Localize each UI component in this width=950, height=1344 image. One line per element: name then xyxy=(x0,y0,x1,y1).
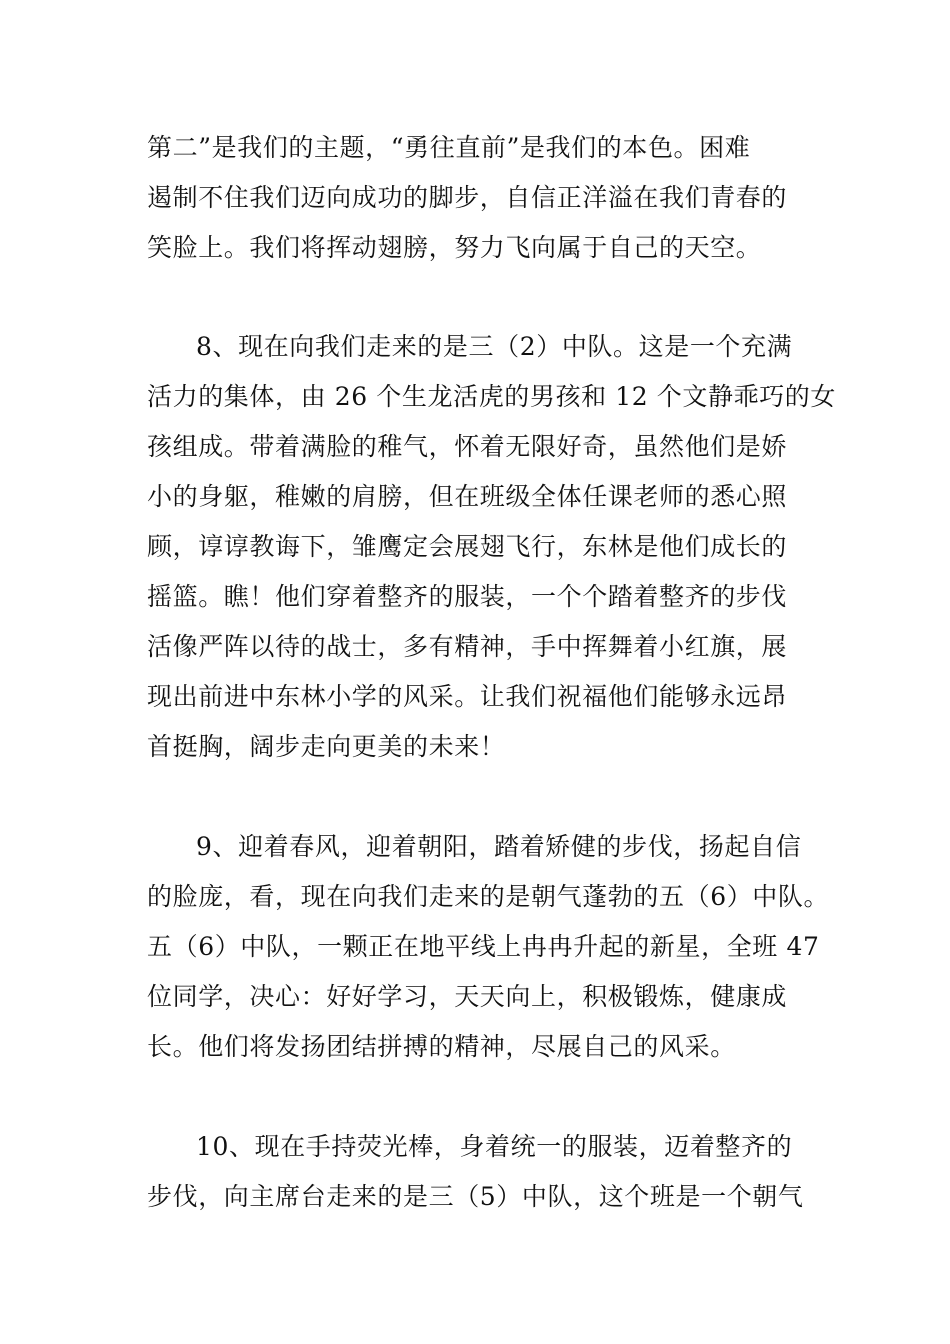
paragraph-9-line-3: 五（6）中队，一颗正在地平线上冉冉升起的新星，全班 47 xyxy=(147,932,820,961)
paragraph-7-line-1: 第二”是我们的主题，“勇往直前”是我们的本色。困难 xyxy=(147,133,751,162)
paragraph-8-line-9: 首挺胸，阔步走向更美的未来！ xyxy=(147,732,506,761)
paragraph-8-line-5: 顾，谆谆教诲下，雏鹰定会展翅飞行，东林是他们成长的 xyxy=(147,532,788,561)
paragraph-7-line-2: 遏制不住我们迈向成功的脚步，自信正洋溢在我们青春的 xyxy=(147,183,788,212)
paragraph-10-line-1: 10、现在手持荧光棒，身着统一的服装，迈着整齐的 xyxy=(196,1132,793,1161)
paragraph-7-line-3: 笑脸上。我们将挥动翅膀，努力飞向属于自己的天空。 xyxy=(147,233,762,262)
paragraph-9-line-1: 9、迎着春风，迎着朝阳，踏着矫健的步伐，扬起自信 xyxy=(196,832,802,861)
paragraph-8-line-3: 孩组成。带着满脸的稚气，怀着无限好奇，虽然他们是娇 xyxy=(147,432,788,461)
paragraph-8-line-7: 活像严阵以待的战士，多有精神，手中挥舞着小红旗，展 xyxy=(147,632,788,661)
paragraph-8-line-6: 摇篮。瞧！他们穿着整齐的服装，一个个踏着整齐的步伐 xyxy=(147,582,788,611)
paragraph-10-line-2: 步伐，向主席台走来的是三（5）中队，这个班是一个朝气 xyxy=(147,1182,804,1211)
paragraph-9-line-5: 长。他们将发扬团结拼搏的精神，尽展自己的风采。 xyxy=(147,1032,736,1061)
paragraph-8-line-2: 活力的集体，由 26 个生龙活虎的男孩和 12 个文静乖巧的女 xyxy=(147,382,837,411)
paragraph-8-line-8: 现出前进中东林小学的风采。让我们祝福他们能够永远昂 xyxy=(147,682,788,711)
paragraph-9-line-2: 的脸庞，看，现在向我们走来的是朝气蓬勃的五（6）中队。 xyxy=(147,882,830,911)
paragraph-8-line-4: 小的身躯，稚嫩的肩膀，但在班级全体任课老师的悉心照 xyxy=(147,482,788,511)
paragraph-9-line-4: 位同学，决心：好好学习，天天向上，积极锻炼，健康成 xyxy=(147,982,788,1011)
paragraph-8-line-1: 8、现在向我们走来的是三（2）中队。这是一个充满 xyxy=(196,332,793,361)
